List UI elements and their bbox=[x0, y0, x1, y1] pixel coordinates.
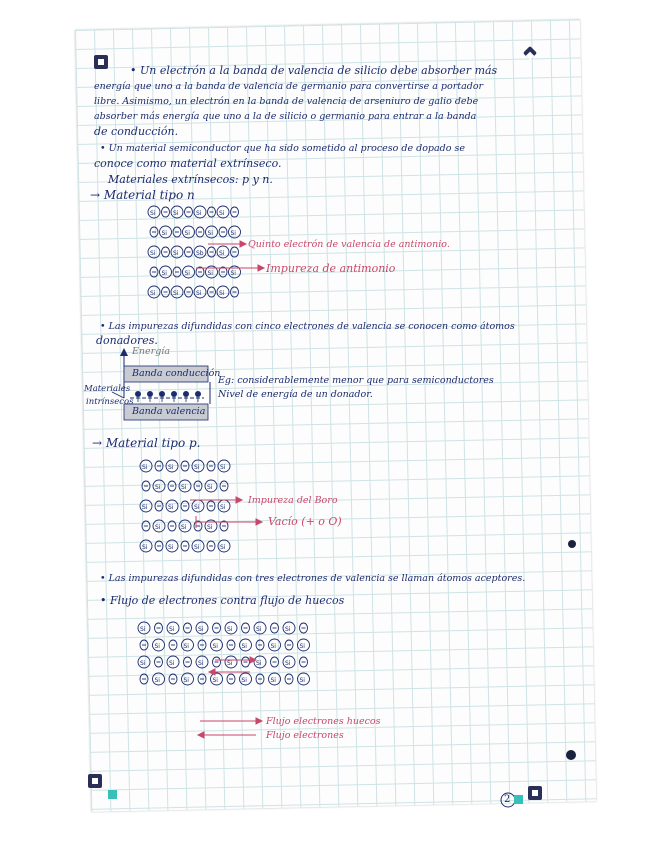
section-heading-n: → Material tipo n bbox=[90, 188, 195, 202]
page-accent-square bbox=[514, 795, 523, 804]
atom-symbol: Si bbox=[184, 270, 190, 277]
atom-symbol: Si bbox=[150, 250, 156, 257]
label-vacio: Vacío (+ o O) bbox=[268, 515, 342, 528]
atom-symbol: Si bbox=[183, 643, 189, 650]
intrinsecos-label: intrínsecos bbox=[86, 397, 134, 407]
text-line: • Un electrón a la banda de valencia de silicio debe absorber más bbox=[130, 64, 498, 77]
atom-symbol: Si bbox=[256, 660, 262, 667]
text-line: Materiales extrínsecos: p y n. bbox=[108, 173, 273, 186]
atom-symbol: Si bbox=[142, 464, 148, 471]
atom-symbol: Si bbox=[285, 660, 291, 667]
atom-symbol: Si bbox=[168, 544, 174, 551]
atom-symbol: Si bbox=[183, 677, 189, 684]
atom-symbol: Si bbox=[219, 290, 225, 297]
banda-valencia-label: Banda valencia bbox=[132, 406, 206, 417]
atom-symbol: Si bbox=[196, 290, 202, 297]
atom-symbol: Si bbox=[220, 504, 226, 511]
atom-symbol: Si bbox=[219, 210, 225, 217]
atom-symbol: Si bbox=[140, 626, 146, 633]
atom-symbol: Si bbox=[194, 504, 200, 511]
atom-symbol: Sb bbox=[196, 250, 204, 257]
atom-symbol: Si bbox=[198, 626, 204, 633]
atom-symbol: Si bbox=[227, 626, 233, 633]
atom-symbol: Si bbox=[299, 677, 305, 684]
atom-symbol: Si bbox=[154, 643, 160, 650]
atom-symbol: Si bbox=[270, 643, 276, 650]
lattice-flow bbox=[138, 622, 310, 685]
atom-symbol: Si bbox=[150, 290, 156, 297]
banda-conduccion-label: Banda conducción bbox=[132, 368, 221, 379]
text-line: • Un material semiconductor que ha sido sometido al proceso de dopado se bbox=[100, 143, 465, 154]
atom-symbol: Si bbox=[241, 677, 247, 684]
footer-logo-right-icon bbox=[528, 786, 542, 800]
atom-symbol: Si bbox=[220, 464, 226, 471]
text-line: de conducción. bbox=[94, 125, 179, 138]
section-heading-p: → Material tipo p. bbox=[92, 436, 201, 450]
atom-symbol: Si bbox=[161, 230, 167, 237]
lattice-n bbox=[148, 206, 241, 298]
text-line: libre. Asimismo, un electrón en la banda de valencia de arseniuro de galio debe bbox=[94, 96, 479, 107]
label-impureza-boro: Impureza del Boro bbox=[248, 495, 338, 506]
atom-symbol: Si bbox=[207, 524, 213, 531]
text-line: donadores. bbox=[96, 334, 158, 347]
atom-symbol: Si bbox=[181, 484, 187, 491]
atom-symbol: Si bbox=[219, 250, 225, 257]
atom-symbol: Si bbox=[142, 504, 148, 511]
text-line: • Las impurezas difundidas con cinco electrones de valencia se conocen como átomos bbox=[100, 321, 515, 332]
materiales-label: Materiales bbox=[84, 384, 131, 394]
atom-symbol: Si bbox=[140, 660, 146, 667]
label-quinto-electron: Quinto electrón de valencia de antimonio. bbox=[248, 239, 450, 250]
atom-symbol: Si bbox=[212, 677, 218, 684]
atom-symbol: Si bbox=[194, 544, 200, 551]
atom-symbol: Si bbox=[196, 210, 202, 217]
text-line: • Las impurezas difundidas con tres electrones de valencia se llaman átomos aceptores. bbox=[100, 573, 526, 584]
atom-symbol: Si bbox=[270, 677, 276, 684]
atom-symbol: Si bbox=[173, 210, 179, 217]
atom-symbol: Si bbox=[161, 270, 167, 277]
atom-symbol: Si bbox=[169, 626, 175, 633]
page-number: 2 bbox=[504, 794, 511, 805]
footer-logo-icon bbox=[88, 774, 102, 788]
atom-symbol: Si bbox=[155, 524, 161, 531]
arrows-flow bbox=[198, 657, 262, 738]
atom-symbol: Si bbox=[207, 484, 213, 491]
atom-symbol: Si bbox=[220, 544, 226, 551]
atom-symbol: Si bbox=[154, 677, 160, 684]
atom-symbol: Si bbox=[198, 660, 204, 667]
label-flujo-electrones: Flujo electrones bbox=[266, 730, 344, 741]
binder-hole bbox=[566, 750, 576, 760]
atom-symbol: Si bbox=[168, 464, 174, 471]
energy-axis-label: Energía bbox=[132, 346, 170, 357]
atom-symbol: Si bbox=[285, 626, 291, 633]
text-line: conoce como material extrínseco. bbox=[94, 157, 282, 170]
nivel-donador-label: Nivel de energía de un donador. bbox=[218, 389, 373, 400]
donor-electron bbox=[171, 391, 177, 397]
eg-label: Eg: considerablemente menor que para semiconductores bbox=[218, 375, 494, 386]
label-impureza-antimonio: Impureza de antimonio bbox=[266, 262, 396, 275]
atom-symbol: Si bbox=[194, 464, 200, 471]
atom-symbol: Si bbox=[230, 270, 236, 277]
atom-symbol: Si bbox=[207, 230, 213, 237]
atom-symbol: Si bbox=[150, 210, 156, 217]
text-line: absorber más energía que uno a la de silicio o germanio para entrar a la banda bbox=[94, 111, 477, 122]
atom-symbol: Si bbox=[230, 230, 236, 237]
binder-hole bbox=[568, 540, 576, 548]
donor-electron bbox=[195, 391, 201, 397]
footer-accent-square bbox=[108, 790, 117, 799]
atom-symbol: Si bbox=[173, 290, 179, 297]
atom-symbol: Si bbox=[155, 484, 161, 491]
atom-symbol: Si bbox=[256, 626, 262, 633]
atom-symbol: Si bbox=[241, 643, 247, 650]
label-flujo-huecos: Flujo electrones huecos bbox=[266, 716, 381, 727]
atom-symbol: Si bbox=[142, 544, 148, 551]
donor-electron bbox=[135, 391, 141, 397]
donor-electron bbox=[147, 391, 153, 397]
lattice-p bbox=[140, 460, 230, 552]
text-line: • Flujo de electrones contra flujo de huecos bbox=[100, 594, 345, 607]
atom-symbol: Si bbox=[299, 643, 305, 650]
text-line: energía que uno a la banda de valencia de germanio para convertirse a portador bbox=[94, 81, 484, 92]
atom-symbol: Si bbox=[184, 230, 190, 237]
donor-electron bbox=[159, 391, 165, 397]
atom-symbol: Si bbox=[173, 250, 179, 257]
atom-symbol: Si bbox=[168, 504, 174, 511]
atom-symbol: Si bbox=[227, 660, 233, 667]
atom-symbol: Si bbox=[181, 524, 187, 531]
atom-symbol: Si bbox=[212, 643, 218, 650]
atom-symbol: Si bbox=[207, 270, 213, 277]
atom-symbol: Si bbox=[169, 660, 175, 667]
donor-electron bbox=[183, 391, 189, 397]
